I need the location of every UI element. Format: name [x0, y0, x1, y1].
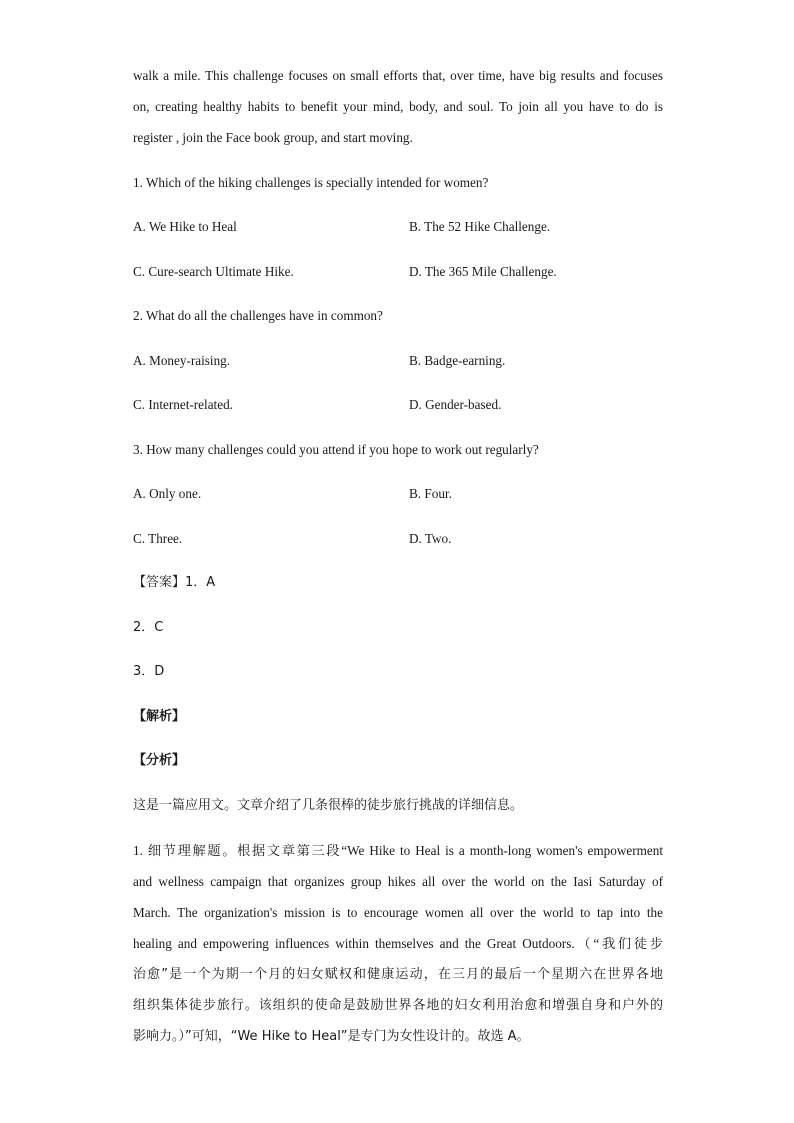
question-1-option-d: D. The 365 Mile Challenge.: [409, 264, 557, 279]
answer-line-1: 【答案】1．A: [133, 575, 216, 590]
analysis-subheading: 【分析】: [133, 753, 186, 768]
question-2-option-b: B. Badge-earning.: [409, 353, 506, 368]
explanation-line-5: 治愈”是一个为期一个月的妇女赋权和健康运动，在三月的最后一个星期六在世界各地: [133, 967, 663, 982]
passage-summary: 这是一篇应用文。文章介绍了几条很棒的徒步旅行挑战的详细信息。: [133, 798, 524, 813]
explanation-line-3: March. The organization's mission is to encourage women all over the world to tap into the: [133, 905, 663, 920]
question-2-option-c: C. Internet-related.: [133, 397, 233, 412]
intro-line-2: on, creating healthy habits to benefit your mind, body, and soul. To join all you have to do is: [133, 99, 663, 114]
question-3-option-b: B. Four.: [409, 486, 452, 501]
question-2-option-a: A. Money-raising.: [133, 353, 231, 368]
question-1-option-c: C. Cure-search Ultimate Hike.: [133, 264, 294, 279]
question-2-option-d: D. Gender-based.: [409, 397, 502, 412]
question-3-option-d: D. Two.: [409, 531, 452, 546]
explanation-line-7: 影响力。）”可知，“We Hike to Heal”是专门为女性设计的。故选 A。: [133, 1029, 530, 1044]
explanation-line-6: 组织集体徒步旅行。该组织的使命是鼓励世界各地的妇女利用治愈和增强自身和户外的: [133, 998, 663, 1013]
question-1-option-a: A. We Hike to Heal: [133, 219, 237, 234]
answer-line-3: 3．D: [133, 664, 165, 679]
question-3-option-c: C. Three.: [133, 531, 183, 546]
explanation-line-2: and wellness campaign that organizes group hikes all over the world on the Iasi Saturday of: [133, 874, 663, 889]
question-3-option-a: A. Only one.: [133, 486, 202, 501]
intro-line-3: register , join the Face book group, and start moving.: [133, 130, 413, 145]
answer-line-2: 2．C: [133, 620, 164, 635]
question-1-stem: 1. Which of the hiking challenges is specially intended for women?: [133, 175, 489, 190]
intro-line-1: walk a mile. This challenge focuses on small efforts that, over time, have big results and focuses: [133, 68, 663, 83]
question-2-stem: 2. What do all the challenges have in common?: [133, 308, 383, 323]
analysis-heading: 【解析】: [133, 709, 186, 724]
question-1-option-b: B. The 52 Hike Challenge.: [409, 219, 551, 234]
explanation-line-4: healing and empowering influences within themselves and the Great Outdoors.（“我们徒步: [133, 936, 663, 951]
explanation-line-1: 1. 细节理解题。根据文章第三段“We Hike to Heal is a month-long women's empowerment: [133, 843, 663, 858]
question-3-stem: 3. How many challenges could you attend if you hope to work out regularly?: [133, 442, 539, 457]
